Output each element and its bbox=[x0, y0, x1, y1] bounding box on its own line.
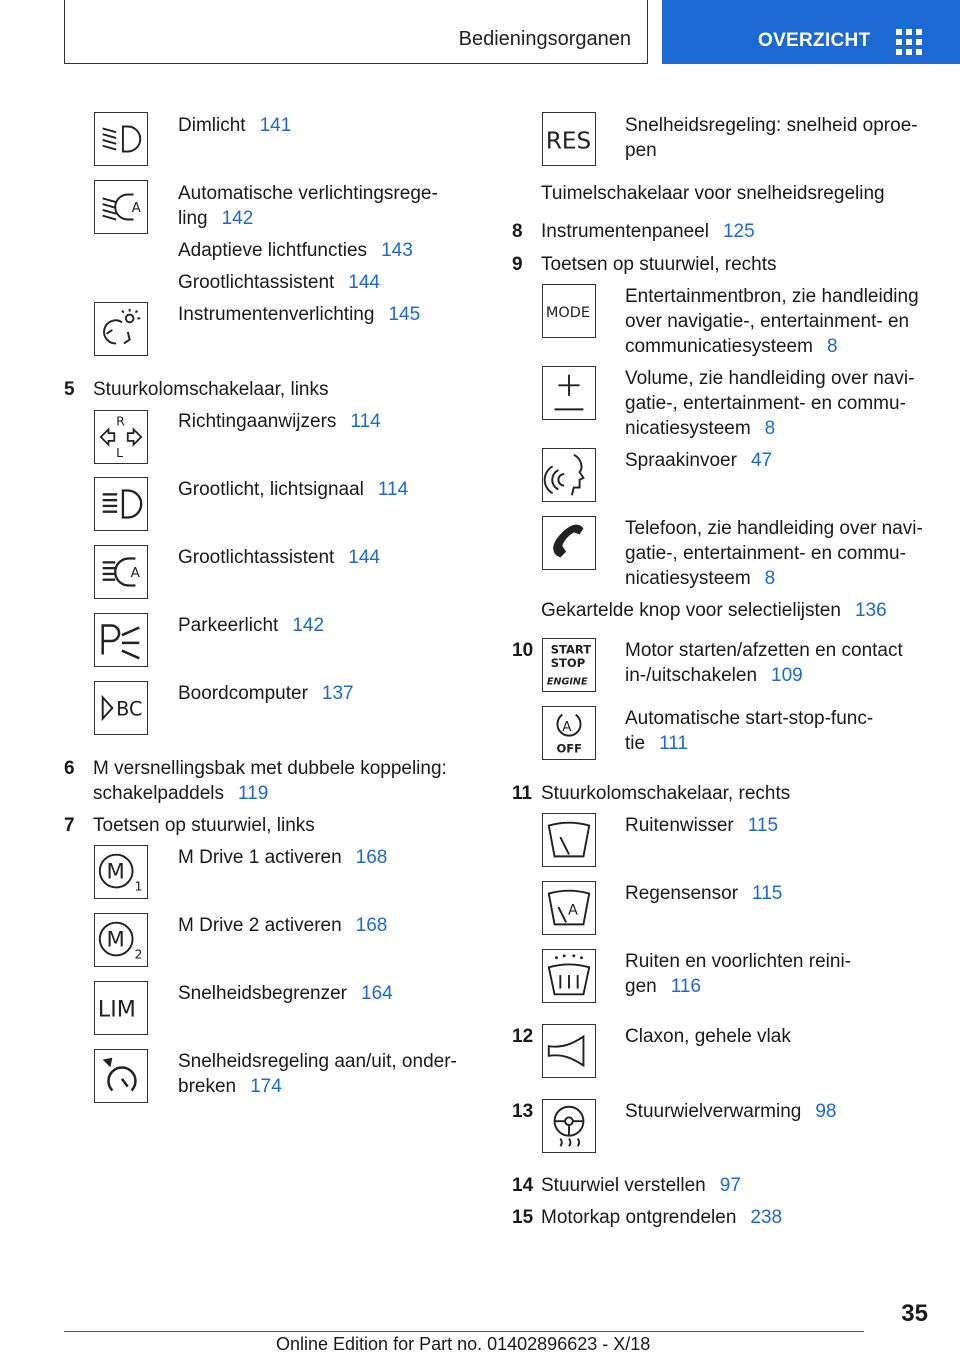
turn-signal-label: Richtingaanwijzers 114 bbox=[178, 411, 381, 432]
page-ref[interactable]: 144 bbox=[348, 272, 380, 293]
page-ref[interactable]: 119 bbox=[237, 783, 269, 804]
item-number: 5 bbox=[64, 379, 75, 400]
page-ref[interactable]: 164 bbox=[361, 983, 393, 1004]
resume-line2: pen bbox=[625, 140, 657, 161]
rain-sensor-label: Regensensor 115 bbox=[625, 883, 783, 904]
page-ref[interactable]: 114 bbox=[377, 479, 409, 500]
m-drive-1-label: M Drive 1 activeren 168 bbox=[178, 847, 388, 868]
cruise-control-line2: breken 174 bbox=[178, 1076, 282, 1097]
mode-icon bbox=[542, 284, 596, 338]
page-ref[interactable]: 8 bbox=[764, 568, 776, 589]
svg-text:R: R bbox=[116, 413, 125, 429]
auto-lights-line1: Automatische verlichtingsrege- bbox=[178, 183, 438, 204]
page-ref[interactable]: 47 bbox=[750, 450, 773, 471]
washer-line1: Ruiten en voorlichten reini- bbox=[625, 951, 852, 972]
start-stop-line2: in-/uitschakelen 109 bbox=[625, 665, 803, 686]
page-ref[interactable]: 136 bbox=[854, 600, 887, 621]
page-ref[interactable]: 174 bbox=[250, 1076, 282, 1097]
svg-text:LIM: LIM bbox=[97, 996, 136, 1023]
page-ref[interactable]: 142 bbox=[221, 208, 254, 229]
page-ref[interactable]: 144 bbox=[348, 547, 380, 568]
item-number: 12 bbox=[512, 1026, 534, 1047]
item-title: Instrumentenpaneel 125 bbox=[541, 221, 755, 242]
item-number: 10 bbox=[512, 640, 534, 661]
item-title: Stuurwiel verstellen 97 bbox=[541, 1175, 741, 1196]
resume-icon bbox=[542, 112, 596, 166]
wiper-icon bbox=[542, 813, 596, 867]
auto-start-stop-line2: tie 111 bbox=[625, 733, 688, 754]
item-number: 14 bbox=[512, 1175, 534, 1196]
svg-text:BC: BC bbox=[116, 697, 143, 721]
page-ref[interactable]: 116 bbox=[670, 976, 701, 997]
low-beam-icon bbox=[94, 112, 148, 166]
svg-text:A: A bbox=[568, 902, 578, 919]
grid-icon bbox=[896, 29, 922, 55]
parking-light-icon bbox=[94, 613, 148, 667]
item-title: Toetsen op stuurwiel, links bbox=[93, 815, 315, 836]
item-title-line2: schakelpaddels 119 bbox=[93, 783, 269, 804]
item-title: M versnellingsbak met dubbele koppeling: bbox=[93, 758, 447, 779]
washer-line2: gen 116 bbox=[625, 976, 701, 997]
parking-light-label: Parkeerlicht 142 bbox=[178, 615, 325, 636]
high-beam-assist-label: Grootlichtassistent 144 bbox=[178, 272, 380, 293]
voice-input-label: Spraakinvoer 47 bbox=[625, 450, 773, 471]
m-drive-1-icon bbox=[94, 845, 148, 899]
adaptive-lights-label: Adaptieve lichtfuncties 143 bbox=[178, 240, 413, 261]
page-ref[interactable]: 125 bbox=[722, 221, 755, 242]
footer-divider bbox=[64, 1331, 864, 1332]
voice-input-icon bbox=[542, 448, 596, 502]
phone-line2: gatie-, entertainment- en commu- bbox=[625, 543, 906, 564]
horn-label: Claxon, gehele vlak bbox=[625, 1026, 791, 1047]
svg-text:OFF: OFF bbox=[556, 741, 583, 756]
page-number: 35 bbox=[901, 1300, 928, 1327]
volume-line1: Volume, zie handleiding over navi- bbox=[625, 368, 915, 389]
item-number: 8 bbox=[512, 221, 523, 242]
resume-line1: Snelheidsregeling: snelheid oproe- bbox=[625, 115, 918, 136]
auto-lights-icon bbox=[94, 180, 148, 234]
high-beam-icon bbox=[94, 477, 148, 531]
instrument-lighting-icon bbox=[94, 302, 148, 356]
mode-line1: Entertainmentbron, zie handleiding bbox=[625, 286, 919, 307]
page-ref[interactable]: 143 bbox=[381, 240, 413, 261]
svg-text:L: L bbox=[116, 445, 124, 461]
volume-icon bbox=[542, 366, 596, 420]
item-title: Toetsen op stuurwiel, rechts bbox=[541, 254, 777, 275]
page-ref[interactable]: 111 bbox=[659, 733, 688, 754]
volume-line3: nicatiesysteem 8 bbox=[625, 418, 776, 439]
start-stop-icon bbox=[542, 638, 596, 692]
header-bar bbox=[64, 0, 648, 64]
washer-icon bbox=[542, 949, 596, 1003]
page-ref[interactable]: 238 bbox=[750, 1207, 783, 1228]
item-number: 15 bbox=[512, 1207, 534, 1228]
page-ref[interactable]: 142 bbox=[292, 615, 325, 636]
svg-text:2: 2 bbox=[134, 946, 143, 962]
svg-text:STOP: STOP bbox=[550, 655, 586, 670]
page-ref[interactable]: 141 bbox=[259, 115, 292, 136]
svg-text:A: A bbox=[130, 564, 140, 581]
high-beam-label: Grootlicht, lichtsignaal 114 bbox=[178, 479, 409, 500]
low-beam-label: Dimlicht 141 bbox=[178, 115, 292, 136]
phone-line1: Telefoon, zie handleiding over navi- bbox=[625, 518, 923, 539]
onboard-computer-icon bbox=[94, 681, 148, 735]
footer-edition: Online Edition for Part no. 01402896623 - X/18 bbox=[276, 1334, 651, 1354]
item-title: Stuurkolomschakelaar, rechts bbox=[541, 783, 791, 804]
page-ref[interactable]: 109 bbox=[771, 665, 803, 686]
cruise-control-icon bbox=[94, 1049, 148, 1103]
item-number: 11 bbox=[512, 783, 533, 804]
page-ref[interactable]: 8 bbox=[826, 336, 838, 357]
section-title: Bedieningsorganen bbox=[458, 28, 631, 50]
high-beam-assist-label-2: Grootlichtassistent 144 bbox=[178, 547, 380, 568]
steering-heating-icon bbox=[542, 1099, 596, 1153]
page-ref[interactable]: 97 bbox=[719, 1175, 741, 1196]
rocker-label: Tuimelschakelaar voor snelheidsregeling bbox=[541, 183, 885, 204]
page-ref[interactable]: 115 bbox=[747, 815, 779, 836]
page-ref[interactable]: 145 bbox=[388, 304, 421, 325]
mode-line3: communicatiesysteem 8 bbox=[625, 336, 838, 357]
phone-line3: nicatiesysteem 8 bbox=[625, 568, 776, 589]
steering-heating-label: Stuurwielverwarming 98 bbox=[625, 1101, 837, 1122]
svg-text:M: M bbox=[106, 926, 125, 952]
page-ref[interactable]: 137 bbox=[321, 683, 354, 704]
page-ref[interactable]: 8 bbox=[764, 418, 776, 439]
auto-lights-line2: ling 142 bbox=[178, 208, 254, 229]
instrument-lighting-label: Instrumentenverlichting 145 bbox=[178, 304, 421, 325]
turn-signal-icon bbox=[94, 410, 148, 464]
item-number: 13 bbox=[512, 1101, 534, 1122]
item-number: 7 bbox=[64, 815, 75, 836]
wiper-label: Ruitenwisser 115 bbox=[625, 815, 779, 836]
item-number: 6 bbox=[64, 758, 75, 779]
auto-start-stop-line1: Automatische start-stop-func- bbox=[625, 708, 874, 729]
onboard-computer-label: Boordcomputer 137 bbox=[178, 683, 354, 704]
svg-text:A: A bbox=[131, 199, 141, 216]
item-number: 9 bbox=[512, 254, 523, 275]
svg-text:A: A bbox=[562, 719, 572, 736]
overview-tab[interactable] bbox=[662, 0, 960, 64]
overview-tab-label: OVERZICHT bbox=[758, 30, 871, 51]
page-ref[interactable]: 114 bbox=[350, 411, 381, 432]
item-title: Motorkap ontgrendelen 238 bbox=[541, 1207, 783, 1228]
svg-text:RES: RES bbox=[545, 128, 592, 155]
horn-icon bbox=[542, 1024, 596, 1078]
auto-start-stop-icon bbox=[542, 706, 596, 760]
item-title: Stuurkolomschakelaar, links bbox=[93, 379, 329, 400]
phone-icon bbox=[542, 516, 596, 570]
svg-text:START: START bbox=[550, 642, 592, 657]
m-drive-2-label: M Drive 2 activeren 168 bbox=[178, 915, 388, 936]
knurled-wheel-label: Gekartelde knop voor selectielijsten 136 bbox=[541, 600, 887, 621]
m-drive-2-icon bbox=[94, 913, 148, 967]
page-ref[interactable]: 98 bbox=[815, 1101, 837, 1122]
page-ref[interactable]: 168 bbox=[355, 915, 388, 936]
svg-text:ENGINE: ENGINE bbox=[546, 676, 588, 688]
mode-line2: over navigatie-, entertainment- en bbox=[625, 311, 910, 332]
svg-text:MODE: MODE bbox=[545, 304, 590, 321]
volume-line2: gatie-, entertainment- en commu- bbox=[625, 393, 906, 414]
svg-text:M: M bbox=[106, 858, 125, 884]
high-beam-assist-icon bbox=[94, 545, 148, 599]
page-ref[interactable]: 168 bbox=[355, 847, 388, 868]
speed-limiter-label: Snelheidsbegrenzer 164 bbox=[178, 983, 393, 1004]
speed-limiter-icon bbox=[94, 981, 148, 1035]
page-ref[interactable]: 115 bbox=[752, 883, 783, 904]
cruise-control-line1: Snelheidsregeling aan/uit, onder- bbox=[178, 1051, 457, 1072]
start-stop-line1: Motor starten/afzetten en contact bbox=[625, 640, 903, 661]
svg-text:1: 1 bbox=[134, 878, 143, 894]
rain-sensor-icon bbox=[542, 881, 596, 935]
